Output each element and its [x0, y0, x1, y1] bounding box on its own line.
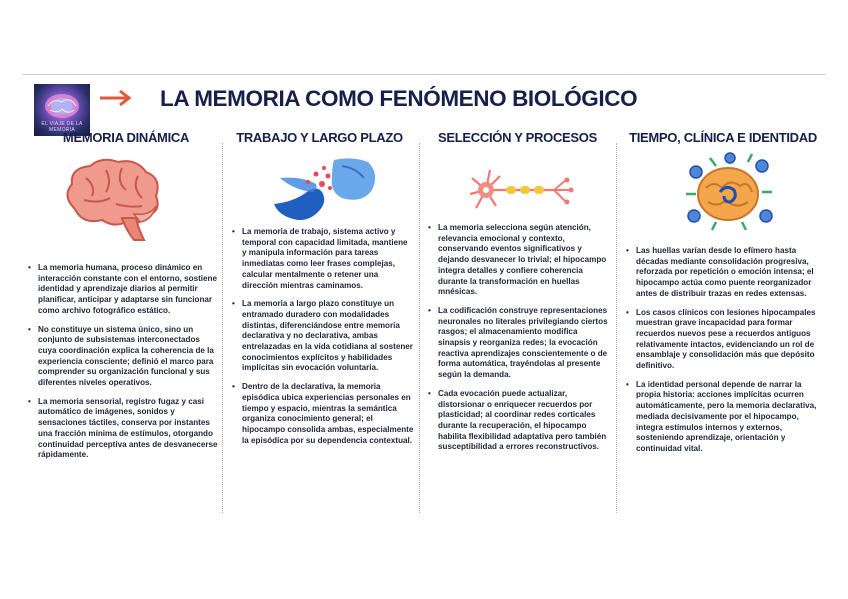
bullet-item: • La memoria humana, proceso dinámico en interacción constante con el entorno, sostiene identidad y aprendizaje diarios al permitir planificar, anticipar y adaptarse sin funcionar como archivo fotográfico estático. — [28, 263, 220, 317]
hippocampus-icon — [682, 150, 778, 236]
bullet-item: • La memoria a largo plazo constituye un entramado duradero con modalidades distintas, diferenciándose entre memoria declarativa y no declarativa, ambas entrelazadas en la vida cotidiana al sostener conocimientos explícitos y habilidades implícitas sin evocación voluntaria. — [232, 299, 414, 374]
arrow-right-icon — [98, 86, 134, 110]
synapse-icon — [272, 154, 384, 226]
bullet-item: • La memoria sensorial, registro fugaz y casi automático de imágenes, sonidos y sensaciones táctiles, conserva por instantes una fracción mínima de estímulos, otorgando continuidad perceptiva antes de desvanecerse rápidamente. — [28, 397, 220, 461]
column-bullets-2 — [232, 227, 414, 454]
column-divider — [616, 143, 618, 513]
column-heading-3: SELECCIÓN Y PROCESOS — [438, 130, 597, 145]
column-heading-4: TIEMPO, CLÍNICA E IDENTIDAD — [629, 130, 817, 145]
column-bullets-4 — [626, 246, 824, 463]
column-bullets-1 — [28, 263, 220, 469]
page-title: LA MEMORIA COMO FENÓMENO BIOLÓGICO — [160, 86, 638, 111]
logo — [34, 84, 90, 136]
bullet-item: • Cada evocación puede actualizar, distorsionar o enriquecer recuerdos por plasticidad; al coordinar redes corticales durante la recuperación, el hipocampo habilita flexibilidad adaptativa pero también susceptibilidad a errores reconstructivos. — [428, 389, 612, 453]
bullet-item: • No constituye un sistema único, sino un conjunto de subsistemas interconectados cuya coordinación explica la coherencia de la experiencia consciente; definió el marco para comprender su organización funcional y sus diferentes niveles operativos. — [28, 325, 220, 389]
bullet-item: • Las huellas varían desde lo efímero hasta décadas mediante consolidación progresiva, reforzada por repetición o emoción intensa; el hipocampo actúa como puente reorganizador antes de distribuir trazas en redes extensas. — [626, 246, 824, 300]
bullet-item: • La identidad personal depende de narrar la propia historia: acciones implícitas ocurren automáticamente, pero la memoria declarativa, mediada decisivamente por el hipocampo, integra estímulos internos y externos, sosteniendo aprendizaje, orientación y continuidad vital. — [626, 380, 824, 455]
bullet-item: • La memoria de trabajo, sistema activo y temporal con capacidad limitada, mantiene y manipula información para tareas inmediatas como leer frases complejas, calcular mentalmente o retener una dirección mientras caminamos. — [232, 227, 414, 291]
bullet-item: • Los casos clínicos con lesiones hipocampales muestran grave incapacidad para formar recuerdos nuevos pese a recuerdos antiguos relativamente intactos, evidenciando un rol de ensamblaje y consolidación más que depósito definitivo. — [626, 308, 824, 372]
column-bullets-3 — [428, 223, 612, 461]
column-heading-2: TRABAJO Y LARGO PLAZO — [236, 130, 403, 145]
column-divider — [419, 143, 421, 513]
bullet-item: • Dentro de la declarativa, la memoria episódica ubica experiencias personales en tiempo y espacio, mientras la semántica organiza conocimiento general; el hipocampo consolida ambas, especialmente la episódica por su dependencia contextual. — [232, 382, 414, 446]
neuron-icon — [466, 160, 576, 220]
column-heading-1: MEMORIA DINÁMICA — [62, 130, 190, 145]
logo-text: EL VIAJE DE LA MEMORIA — [41, 121, 83, 133]
brain-icon — [56, 156, 168, 242]
bullet-item: • La memoria selecciona según atención, relevancia emocional y contexto, conservando eventos significativos y dejando desvanecer lo trivial; el hipocampo integra detalles y confiere coherencia durante la transformación en huellas mnésicas. — [428, 223, 612, 298]
column-divider — [222, 143, 224, 513]
bullet-item: • La codificación construye representaciones neuronales no literales privilegiando ciertos rasgos; el almacenamiento modifica sinapsis y reorganiza redes; la evocación reactiva aprendizajes conscientemente o de forma automática, trayéndolas al presente según la demanda. — [428, 306, 612, 381]
